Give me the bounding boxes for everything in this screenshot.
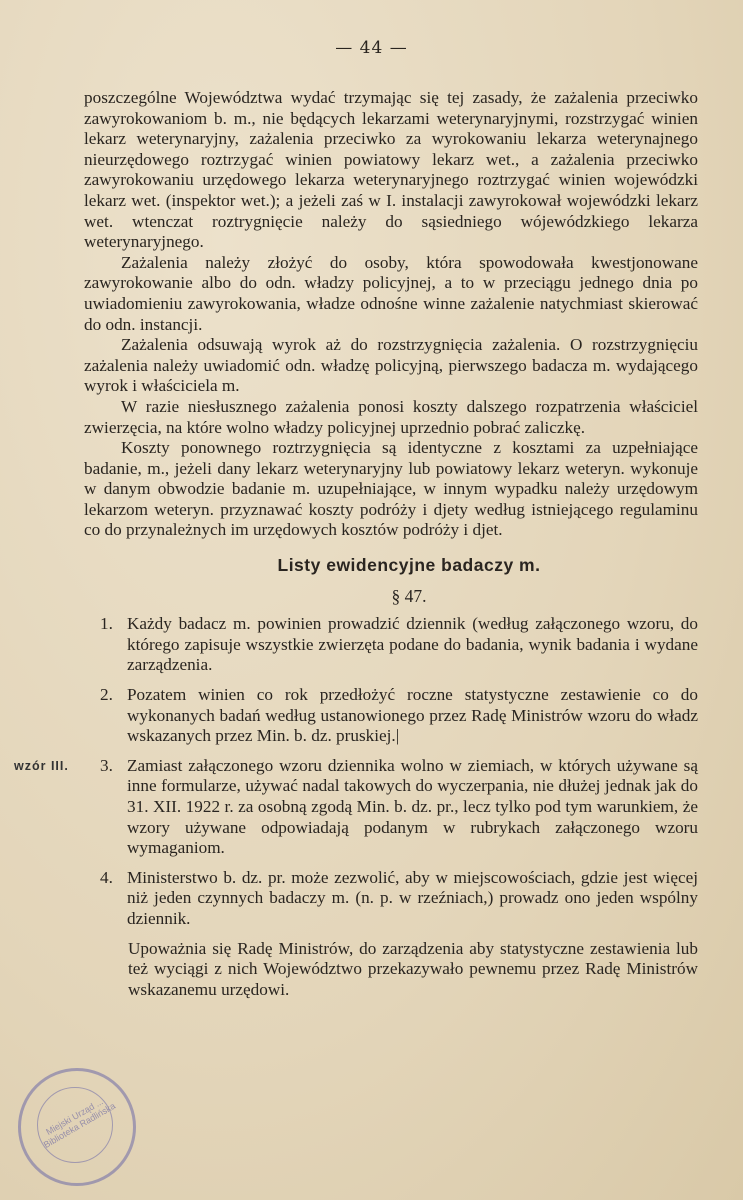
list-item-number: 3. [100,755,113,775]
list-item [84,756,698,859]
list-item [84,614,698,676]
list-item-number: 2. [100,685,113,705]
page-number: — 44 — [335,38,408,58]
list-item-text: Każdy badacz m. powinien prowadzić dziennik (według załączonego wzoru, do którego zapisuje wszystkie zwierzęta podane do badania, wynik badania i wydane zarządzenia. [127,614,698,675]
section-heading: Listy ewidencyjne badaczy m. [277,555,541,576]
margin-note: wzór III. [14,759,69,773]
list-item-text: Pozatem winien co rok przedłożyć roczne statystyczne zestawienie co do wykonanych badań według ustanowionego przez Radę Ministrów wzoru do władz wskazanych przez Min. b. dz. pruskiej.| [127,685,698,746]
page-body [84,88,698,1000]
list-item-text: Zamiast załączonego wzoru dziennika wolno w ziemiach, w których używane są inne formularze, używać nadal takowych do wyczerpania, nie dłużej jednak jak do 31. XII. 1922 r. za osobną zgodą Min. b. dz. pr., lecz tylko pod tym warunkiem, że wzory używane odpowiadają podanym w rubrykach załączonego wzoru wymaganiom. [127,755,698,858]
stamp-text: Miejski Urząd ... Biblioteka Radlińska [41,1096,118,1150]
list-item [84,685,698,747]
section-number: § 47. [391,585,427,606]
list-item [84,868,698,930]
closing-paragraph: Upoważnia się Radę Ministrów, do zarządzenia aby statystyczne zestawienia lub też wyciągi z nich Województwo przekazywało pewnemu przez Radę Ministrów wskazanemu urzędowi. [128,938,698,999]
paragraph-4: W razie niesłusznego zażalenia ponosi koszty dalszego rozpatrzenia właściciel zwierzęcia, na które wolno władzy policyjnej uprzednio pobrać zaliczkę. [84,396,698,437]
library-stamp [18,1068,136,1186]
list-item-number: 4. [100,867,113,887]
paragraph-3: Zażalenia odsuwają wyrok aż do rozstrzygnięcia zażalenia. O rozstrzygnięciu zażalenia należy uwiadomić odn. władzę policyjną, pierwszego badacza m. wydającego wyrok i właściciela m. [84,335,698,396]
paragraph-5: Koszty ponownego roztrzygnięcia są identyczne z kosztami za uzpełniające badanie, m., jeżeli dany lekarz weterynaryjny lub powiatowy lekarz weteryn. wykonuje w danym obwodzie badanie m. uzupełniające, w innym wypadku należy urzędowym lekarzom weteryn. przyznawać koszty podróży i djety według istniejącego regulaminu co do przynależnych im urzędowych kosztów podróży i djet. [84,438,698,540]
paragraph-1: poszczególne Województwa wydać trzymając się tej zasady, że zażalenia przeciwko zawyrokowaniom b. m., nie będących lekarzami weterynaryjnymi, rozstrzygać winien lekarz weterynaryjny, zażalenia przeciwko za wyrokowaniu lekarza weterynajnego nieurzędowego roztrzygać winien powiatowy lekarz wet., a zażalenia przeciwko zawyrokowaniu urzędowego lekarza weterynaryjnego roztrzygać winien wojewódzki lekarz wet. (inspektor wet.); a jeżeli zaś w I. instalacji zawyrokował wojewódzki lekarz wet. wtenczat roztrygnięcie należy do sąsiedniego wójewódzkiego lekarza weterynaryjnego. [84,88,698,252]
list-item-text: Ministerstwo b. dz. pr. może zezwolić, aby w miejscowościach, gdzie jest więcej niż jeden czynnych badaczy m. (n. p. w rzeźniach,) prowadz ono jeden wspólny dziennik. [127,867,698,928]
list-item-number: 1. [100,614,113,634]
paragraph-2: Zażalenia należy złożyć do osoby, która spowodowała kwestjonowane zawyrokowanie albo do odn. władzy policyjnej, a to w przeciągu jednego dnia po uwiadomieniu zawyrokowania, władze odnośne winne zażalenie natychmiast skierować do odn. instancji. [84,252,698,334]
